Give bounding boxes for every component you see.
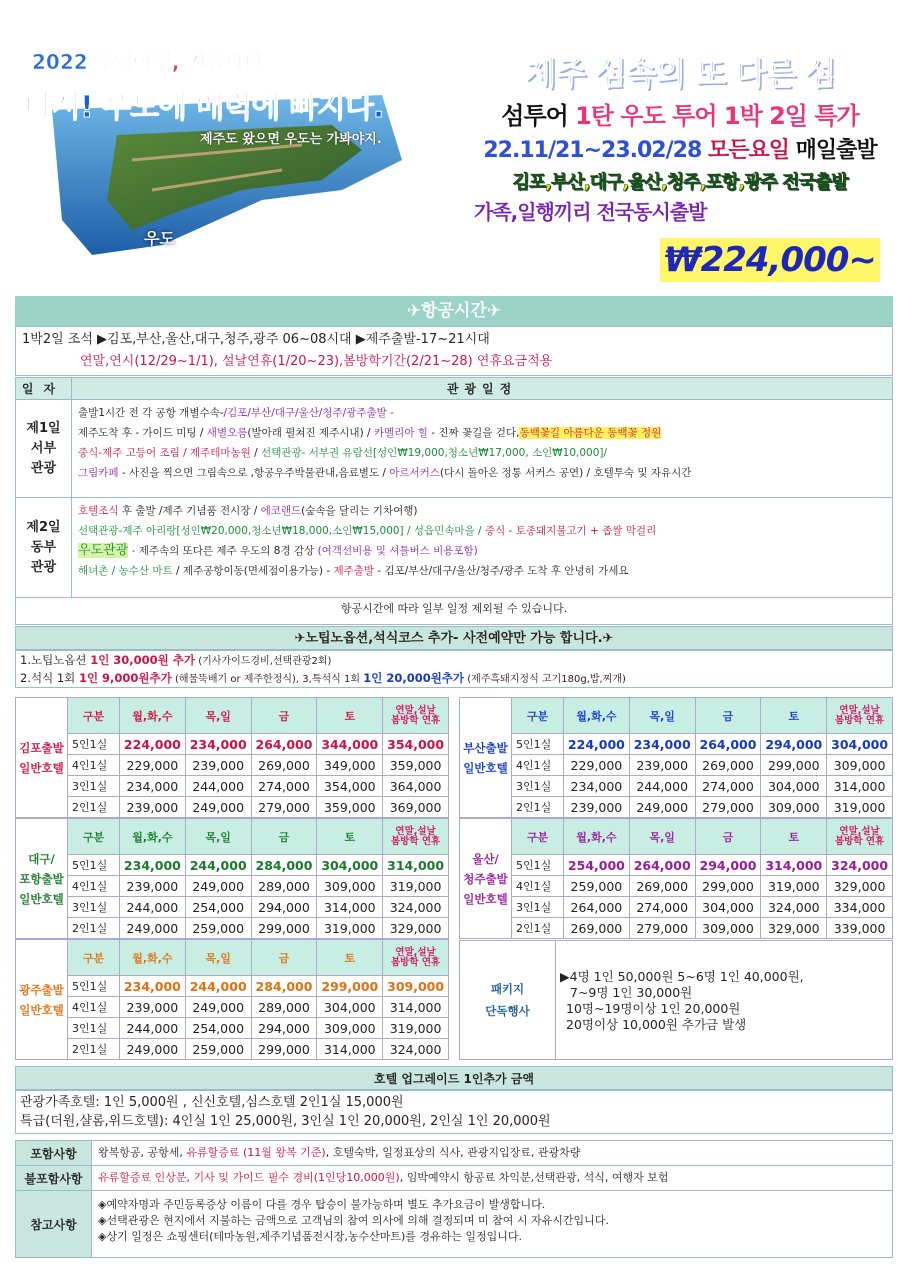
price-col-header: 구분 (512, 819, 564, 855)
room-type: 3인1실 (512, 897, 564, 918)
price-cell: 224,000 (564, 734, 630, 755)
price-col-header: 월,화,수 (120, 819, 186, 855)
room-type: 4인1실 (68, 755, 120, 776)
upgrade-title: 호텔 업그레이드 1인추가 금액 (15, 1066, 893, 1090)
options-title: ✈노팁노옵션,석식코스 추가- 사전예약만 가능 합니다.✈ (15, 626, 893, 650)
price-cell: 339,000 (827, 918, 893, 939)
price-col-header: 목,일 (185, 819, 251, 855)
col-day: 일자 (16, 378, 72, 399)
place-label: 우도 (144, 229, 175, 248)
price-cell: 314,000 (383, 855, 449, 876)
price-cell: 244,000 (120, 897, 186, 918)
subtitle: 섬투어 1탄 우도 투어 1박 2일 특가 (501, 102, 859, 130)
price-cell: 249,000 (185, 797, 251, 818)
price-cell: 304,000 (317, 855, 383, 876)
price-cell: 254,000 (185, 1018, 251, 1039)
price-cell: 249,000 (185, 876, 251, 897)
price-cell: 244,000 (185, 776, 251, 797)
price-cell: 269,000 (251, 755, 317, 776)
room-type: 4인1실 (68, 876, 120, 897)
price-cell: 329,000 (827, 876, 893, 897)
price-col-header: 토 (317, 940, 383, 976)
price-cell: 314,000 (827, 776, 893, 797)
price-col-header: 금 (695, 698, 761, 734)
price-cell: 324,000 (383, 1039, 449, 1060)
price-table-label: 부산출발 일반호텔 (460, 698, 512, 818)
included-row: 포함사항 왕복항공, 공항세, 유류할증료 (11월 왕복 기준), 호텔숙박, 일정표상의 식사, 관광지입장료, 관광차량 (16, 1141, 892, 1166)
price-cell: 229,000 (564, 755, 630, 776)
price-cell: 284,000 (251, 855, 317, 876)
price-row (16, 755, 449, 776)
price-cell: 314,000 (317, 1039, 383, 1060)
price-cell: 274,000 (695, 776, 761, 797)
price-cell: 314,000 (383, 997, 449, 1018)
price-cell: 319,000 (383, 876, 449, 897)
price-cell: 224,000 (120, 734, 186, 755)
price-cell: 234,000 (120, 976, 186, 997)
price-col-header: 금 (251, 819, 317, 855)
price-cell: 239,000 (564, 797, 630, 818)
price-col-header: 토 (761, 819, 827, 855)
price-table-label: 광주출발 일반호텔 (16, 940, 68, 1060)
day2-row (16, 498, 892, 598)
price-cell: 364,000 (383, 776, 449, 797)
price-row (16, 855, 449, 876)
price-cell: 309,000 (317, 876, 383, 897)
price-table-label: 울산/ 청주출발 일반호텔 (460, 819, 512, 939)
room-type: 3인1실 (68, 1018, 120, 1039)
hero-banner (22, 40, 414, 272)
flight-line1: 1박2일 조석 ▶김포,부산,울산,대구,청주,광주 06~08시대 ▶제주출발-17~21시대 (22, 332, 490, 347)
price-row (460, 797, 893, 818)
price-cell: 329,000 (383, 918, 449, 939)
price-cell: 259,000 (185, 918, 251, 939)
price-col-header: 토 (317, 698, 383, 734)
room-type: 3인1실 (68, 776, 120, 797)
price-col-header: 금 (695, 819, 761, 855)
price-cell: 304,000 (761, 776, 827, 797)
price-cell: 229,000 (120, 755, 186, 776)
price-col-header: 월,화,수 (564, 819, 630, 855)
price-cell: 269,000 (629, 876, 695, 897)
price-cell: 279,000 (251, 797, 317, 818)
price-row (16, 776, 449, 797)
price-cell: 294,000 (761, 734, 827, 755)
upgrade-info: 관광가족호텔: 1인 5,000원 , 신신호텔,심스호텔 2인1실 15,000원 특급(더원,샬롬,위드호텔): 4인실 1인 25,000원, 3인실 1인 20,000원, 2인실 1인 20,000원 (15, 1090, 893, 1134)
room-type: 5인1실 (68, 976, 120, 997)
price-cell: 244,000 (185, 855, 251, 876)
price-cell: 289,000 (251, 876, 317, 897)
price-cell: 299,000 (695, 876, 761, 897)
price-col-header-holiday: 연말,설날 봄방학 연휴 (383, 940, 449, 976)
price-col-header: 구분 (512, 698, 564, 734)
price-cell: 299,000 (251, 1039, 317, 1060)
price-cell: 274,000 (251, 776, 317, 797)
price-cell: 359,000 (317, 797, 383, 818)
price-table (15, 939, 449, 1060)
price-cell: 309,000 (695, 918, 761, 939)
price-cell: 234,000 (120, 776, 186, 797)
price-col-header: 구분 (68, 940, 120, 976)
price-badge: ₩224,000~ (660, 238, 880, 282)
price-col-header-holiday: 연말,설날 봄방학 연휴 (383, 698, 449, 734)
options-info: 1.노팁노옵션 1인 30,000원 추가 (기사가이드경비,선택관광2회) 2.석식 1회 1인 9,000원추가 (해물뚝배기 or 제주한정식), 3,특석식 1회 1인 20,000원추가 (제주흑돼지정식 고기180g,밥,찌개) (15, 650, 893, 688)
price-row (460, 918, 893, 939)
price-cell: 234,000 (629, 734, 695, 755)
room-type: 4인1실 (512, 876, 564, 897)
price-row (460, 855, 893, 876)
price-row (16, 997, 449, 1018)
price-cell: 304,000 (317, 997, 383, 1018)
price-col-header-holiday: 연말,설날 봄방학 연휴 (827, 698, 893, 734)
hero-line2: 다시! 우도에 매력에 빠지다. (24, 90, 384, 125)
day1-row (16, 400, 892, 498)
price-cell: 299,000 (251, 918, 317, 939)
price-cell: 254,000 (564, 855, 630, 876)
price-cell: 294,000 (251, 1018, 317, 1039)
price-cell: 319,000 (761, 876, 827, 897)
price-col-header: 구분 (68, 819, 120, 855)
price-cell: 244,000 (629, 776, 695, 797)
price-cell: 234,000 (564, 776, 630, 797)
room-type: 5인1실 (512, 855, 564, 876)
price-cell: 319,000 (827, 797, 893, 818)
price-cell: 249,000 (120, 918, 186, 939)
price-table (15, 697, 449, 818)
price-cell: 264,000 (251, 734, 317, 755)
hero-line3: 제주도 왔으면 우도는 가봐야지. (200, 132, 382, 147)
price-cell: 239,000 (120, 876, 186, 897)
price-cell: 294,000 (695, 855, 761, 876)
price-row (460, 776, 893, 797)
room-type: 5인1실 (512, 734, 564, 755)
terms-table (15, 1140, 893, 1258)
price-cell: 309,000 (317, 1018, 383, 1039)
price-cell: 254,000 (185, 897, 251, 918)
price-cell: 274,000 (629, 897, 695, 918)
room-type: 4인1실 (512, 755, 564, 776)
price-cell: 239,000 (629, 755, 695, 776)
price-cell: 239,000 (185, 755, 251, 776)
price-cell: 279,000 (629, 918, 695, 939)
price-col-header: 목,일 (185, 940, 251, 976)
price-row (16, 734, 449, 755)
price-cell: 324,000 (383, 897, 449, 918)
price-row (16, 876, 449, 897)
price-row (460, 755, 893, 776)
price-table (459, 818, 893, 939)
room-type: 2인1실 (68, 1039, 120, 1060)
price-cell: 239,000 (120, 997, 186, 1018)
package-box (459, 940, 893, 1060)
room-type: 5인1실 (68, 734, 120, 755)
flight-info (15, 326, 893, 376)
period: 22.11/21~23.02/28 모든요일 매일출발 (483, 138, 877, 163)
price-row (16, 897, 449, 918)
package-details: ▶4명 1인 50,000원 5~6명 1인 40,000원, 7~9명 1인 30,000원 10명~19명이상 1인 20,000원 20명이상 10,000원 추가금 발생 (560, 969, 804, 1032)
price-cell: 314,000 (761, 855, 827, 876)
price-col-header: 금 (251, 940, 317, 976)
price-row (460, 734, 893, 755)
price-cell: 289,000 (251, 997, 317, 1018)
price-row (16, 918, 449, 939)
room-type: 2인1실 (512, 797, 564, 818)
price-row (16, 797, 449, 818)
room-type: 2인1실 (68, 918, 120, 939)
price-cell: 354,000 (383, 734, 449, 755)
price-col-header: 월,화,수 (564, 698, 630, 734)
price-cell: 269,000 (695, 755, 761, 776)
room-type: 2인1실 (512, 918, 564, 939)
price-cell: 299,000 (317, 976, 383, 997)
price-table-label: 대구/ 포항출발 일반호텔 (16, 819, 68, 939)
main-title: 제주 섬속의 또 다른 섬 (525, 54, 835, 92)
price-row (460, 876, 893, 897)
price-cell: 319,000 (317, 918, 383, 939)
price-cell: 324,000 (761, 897, 827, 918)
itinerary-header (16, 378, 892, 400)
price-row (460, 897, 893, 918)
price-col-header: 토 (761, 698, 827, 734)
price-col-header: 목,일 (185, 698, 251, 734)
price-col-header: 금 (251, 698, 317, 734)
price-cell: 354,000 (317, 776, 383, 797)
header-text (460, 48, 900, 225)
price-cell: 319,000 (383, 1018, 449, 1039)
price-cell: 309,000 (383, 976, 449, 997)
price-cell: 329,000 (761, 918, 827, 939)
day1-label: 제1일 서부 관광 (16, 400, 72, 497)
price-cell: 304,000 (827, 734, 893, 755)
room-type: 2인1실 (68, 797, 120, 818)
price-cell: 284,000 (251, 976, 317, 997)
price-cell: 309,000 (827, 755, 893, 776)
price-col-header-holiday: 연말,설날 봄방학 연휴 (827, 819, 893, 855)
excluded-row: 불포함사항 유류할증료 인상분, 기사 및 가이드 필수 경비(1인당10,000원), 임박예약시 항공료 차익분,선택관광, 석식, 여행자 보험 (16, 1166, 892, 1191)
price-cell: 299,000 (761, 755, 827, 776)
price-cell: 259,000 (185, 1039, 251, 1060)
price-cell: 244,000 (185, 976, 251, 997)
price-cell: 264,000 (564, 897, 630, 918)
price-cell: 264,000 (695, 734, 761, 755)
room-type: 4인1실 (68, 997, 120, 1018)
flight-title: ✈항공시간✈ (15, 296, 893, 326)
hero-line1: 2022 추억여행, 겨울바다 (32, 50, 264, 74)
price-cell: 239,000 (120, 797, 186, 818)
departure-cities: 김포,부산,대구,울산,청주,포항,광주 전국출발 (512, 172, 848, 193)
price-col-header: 구분 (68, 698, 120, 734)
price-cell: 279,000 (695, 797, 761, 818)
price-cell: 314,000 (317, 897, 383, 918)
price-cell: 264,000 (629, 855, 695, 876)
price-cell: 304,000 (695, 897, 761, 918)
price-cell: 259,000 (564, 876, 630, 897)
itinerary-note: 항공시간에 따라 일부 일정 제외될 수 있습니다. (340, 602, 568, 615)
price-cell: 249,000 (629, 797, 695, 818)
notes-row: 참고사항 ◈예약자명과 주민등록증상 이름이 다를 경우 탑승이 불가능하며 별도 추가요금이 발생합니다. ◈선택관광은 현지에서 지불하는 금액으로 고객님의 참여 의사에 의해 결정되며 미 참여 시 자유시간입니다. ◈상기 일정은 쇼핑센터(테마농원,제주기념품전시장,농수산마트)를 경유하는 일정입니다. (16, 1191, 892, 1257)
col-schedule: 관광일정 (446, 382, 518, 396)
departure-note: 가족,일행끼리 전국동시출발 (474, 200, 707, 224)
itinerary-table (15, 377, 893, 625)
price-table (459, 697, 893, 818)
price-col-header: 토 (317, 819, 383, 855)
price-cell: 234,000 (120, 855, 186, 876)
price-cell: 269,000 (564, 918, 630, 939)
room-type: 3인1실 (68, 897, 120, 918)
day1-schedule: 출발1시간 전 각 공항 개별수속-/김포/부산/대구/울산/청주/광주출발 - 제주도착 후 - 가이드 미팅 / 새별오름(발아래 펼쳐진 제주시내) / 카멜리아 힐 - 진짜 꽃길을 걷다,동백꽃길 아름다운 동백꽃 정원 중식-제주 고등어 조림 / 제주테마농원 / 선택관광- 서부권 유람선[성인₩19,000,청소년₩17,000, 소인₩10,000]/ 그림카페 - 사진을 찍으면 그림속으로 ,항공우주박물관내,음료별도 / 아르서커스(다시 돌아온 정통 서커스 공연) / 호텔투숙 및 자유시간 (78, 407, 692, 479)
price-cell: 249,000 (120, 1039, 186, 1060)
price-table (15, 818, 449, 939)
day2-label: 제2일 동부 관광 (16, 498, 72, 597)
room-type: 5인1실 (68, 855, 120, 876)
price-cell: 309,000 (761, 797, 827, 818)
price-cell: 294,000 (251, 897, 317, 918)
price-cell: 369,000 (383, 797, 449, 818)
price-cell: 334,000 (827, 897, 893, 918)
price-cell: 249,000 (185, 997, 251, 1018)
price-row (16, 976, 449, 997)
price-cell: 244,000 (120, 1018, 186, 1039)
price-row (16, 1039, 449, 1060)
price-col-header: 목,일 (629, 698, 695, 734)
price-col-header-holiday: 연말,설날 봄방학 연휴 (383, 819, 449, 855)
price-cell: 359,000 (383, 755, 449, 776)
price-cell: 349,000 (317, 755, 383, 776)
room-type: 3인1실 (512, 776, 564, 797)
package-label: 패키지 단독행사 (460, 941, 556, 1059)
day2-schedule: 호텔조식 후 출발 /제주 기념품 전시장 / 에코랜드(숲속을 달리는 기차여행) 선택관광-제주 아리랑[성인₩20,000,청소년₩18,000,소인₩15,000] / 성읍민속마을 / 중식 - 토종돼지불고기 + 좁쌀 막걸리 우도관광 - 제주속의 또다른 제주 우도의 8경 감상 (여객선비용 및 셔틀버스 비용포함) 해녀촌 / 농수산 마트 / 제주공항이동(면세점이용가능) - 제주출발 - 김포/부산/대구/울산/청주/광주 도착 후 안녕히 가세요 (78, 505, 657, 577)
price-col-header: 월,화,수 (120, 698, 186, 734)
price-row (16, 1018, 449, 1039)
price-cell: 234,000 (185, 734, 251, 755)
price-col-header: 목,일 (629, 819, 695, 855)
price-table-label: 김포출발 일반호텔 (16, 698, 68, 818)
price-cell: 324,000 (827, 855, 893, 876)
price-cell: 344,000 (317, 734, 383, 755)
flight-line2: 연말,연시(12/29~1/1), 설날연휴(1/20~23),봄방학기간(2/21~28) 연휴요금적용 (80, 354, 553, 369)
price-col-header: 월,화,수 (120, 940, 186, 976)
